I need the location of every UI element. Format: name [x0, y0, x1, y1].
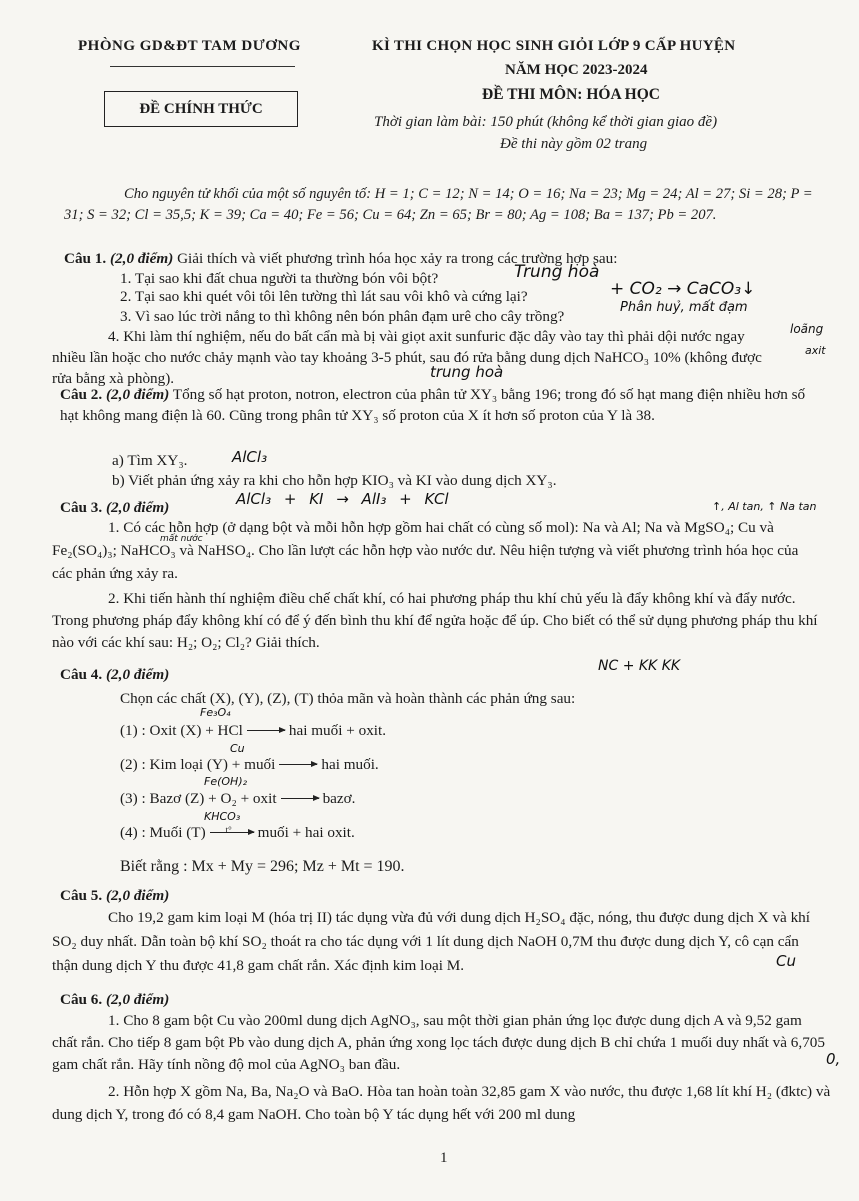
- handwriting-q3-right: ↑, Al tan, ↑ Na tan: [712, 500, 817, 513]
- q1-item-2: 2. Tại sao khi quét vôi tôi lên tường thì lát sau vôi khô và cứng lại?: [120, 288, 528, 305]
- page-count: Đề thi này gồm 02 trang: [500, 136, 648, 152]
- r1-reactants: (1) : Oxit (X) + HCl: [120, 722, 243, 739]
- q1-item-1: 1. Tại sao khi đất chua người ta thường bón vôi bột?: [120, 270, 439, 287]
- question-2: [60, 384, 820, 426]
- arrow-icon: [210, 825, 254, 835]
- exam-title: KÌ THI CHỌN HỌC SINH GIỎI LỚP 9 CẤP HUYỆN: [372, 38, 736, 54]
- q1-intro: Giải thích và viết phương trình hóa học xảy ra trong các trường hợp sau:: [177, 250, 618, 267]
- arrow-icon: [281, 798, 319, 799]
- handwriting-q1-4c: trung hoà: [430, 363, 504, 381]
- page-number: 1: [440, 1150, 448, 1166]
- handwriting-q4-z: Fe(OH)₂: [204, 775, 248, 788]
- header-underline: [110, 66, 295, 67]
- q3-points: (2,0 điểm): [106, 499, 170, 516]
- q2-text: Tổng số hạt proton, notron, electron của phân tử XY₃ bằng 196; trong đó số hạt mang điện nhiều hơn số hạt không mang điện là 60. Cũng trong phân tử XY₃ số proton của X ít hơn số proton của Y là 38.: [60, 386, 806, 424]
- handwriting-q4-side: NC + KK KK: [598, 658, 681, 674]
- q6-part-2: 2. Hỗn hợp X gồm Na, Ba, Na₂O và BaO. Hòa tan hoàn toàn 32,85 gam X vào nước, thu được 1,68 lít khí H₂ (đktc) và dung dịch Y, trong đó có 8,4 gam NaOH. Cho toàn bộ Y tác dụng hết với 200 ml dung: [52, 1083, 831, 1123]
- r2-products: hai muối.: [321, 756, 379, 773]
- question-4: [60, 664, 260, 686]
- q4-given: Biết rằng : Mx + My = 296; Mz + Mt = 190.: [120, 858, 405, 875]
- r2-reactants: (2) : Kim loại (Y) + muối: [120, 756, 276, 773]
- q6-title: Câu 6.: [60, 991, 103, 1008]
- q5-points: (2,0 điểm): [106, 887, 170, 904]
- q4-reaction-3: [120, 788, 620, 810]
- r1-products: hai muối + oxit.: [288, 722, 387, 739]
- r3-products: bazơ.: [322, 790, 356, 807]
- exam-time: Thời gian làm bài: 150 phút (không kể thời gian giao đề): [374, 114, 718, 130]
- q1-item-3: 3. Vì sao lúc trời nắng to thì không nên bón phân đạm urê cho cây trồng?: [120, 308, 565, 325]
- handwriting-q4-x: Fe₃O₄: [200, 706, 231, 719]
- handwriting-q1-4a: loãng: [790, 322, 824, 336]
- exam-subject: ĐỀ THI MÔN: HÓA HỌC: [482, 86, 660, 103]
- q1-title: Câu 1.: [64, 250, 107, 267]
- q1-points: (2,0 điểm): [110, 250, 174, 267]
- question-6: [60, 989, 260, 1011]
- official-label-box: [104, 91, 298, 127]
- handwriting-q4-t: KHCO₃: [204, 810, 241, 823]
- q4-reaction-2: [120, 754, 620, 776]
- q4-points: (2,0 điểm): [106, 666, 170, 683]
- handwriting-q1-3: Phân huỷ, mất đạm: [620, 300, 748, 315]
- q4-reaction-4: [120, 822, 620, 844]
- handwriting-q1-4b: axit: [805, 344, 826, 357]
- handwriting-q6-answer: 0,: [826, 1050, 841, 1068]
- q6-points: (2,0 điểm): [106, 991, 170, 1008]
- q2-title: Câu 2.: [60, 386, 103, 403]
- handwriting-q1-1: Trung hoà: [514, 262, 600, 282]
- handwriting-q3-above: mất nước: [160, 534, 203, 544]
- r4-products: muối + hai oxit.: [257, 824, 355, 841]
- department-name: PHÒNG GD&ĐT TAM DƯƠNG: [78, 38, 301, 54]
- atomic-masses: Cho nguyên tử khối của một số nguyên tố: H = 1; C = 12; N = 14; O = 16; Na = 23; Mg = 24; Al = 27; Si = 28; P = 31; S = 32; Cl = 35,5; K = 39; Ca = 40; Fe = 56; Cu = 64; Zn = 65; Br = 80; Ag = 108; Ba = 137; Pb = 207.: [64, 186, 813, 223]
- q3-part-2: 2. Khi tiến hành thí nghiệm điều chế chất khí, có hai phương pháp thu khí chủ yếu là đẩy không khí và đẩy nước. Trong phương pháp đẩy không khí có để ý đến bình thu khí để ngửa hoặc để úp. Cho biết có thể sử dụng phương pháp thu khí nào với các khí sau: H₂; O₂; Cl₂? Giải thích.: [52, 590, 818, 651]
- handwriting-q5-answer: Cu: [776, 952, 796, 970]
- r4-heat-condition: t°: [225, 825, 232, 835]
- q5-text: Cho 19,2 gam kim loại M (hóa trị II) tác dụng vừa đủ với dung dịch H₂SO₄ đặc, nóng, thu được dung dịch X và khí SO₂ duy nhất. Dẫn toàn bộ khí SO₂ thoát ra cho tác dụng với 1 lít dung dịch NaOH 0,7M thu được dung dịch Y, cô cạn cẩn thận dung dịch Y thu được 41,8 gam chất rắn. Xác định kim loại M.: [52, 909, 810, 974]
- school-year: NĂM HỌC 2023-2024: [505, 62, 648, 78]
- arrow-icon: [279, 764, 317, 765]
- arrow-icon: [247, 730, 285, 731]
- question-1: [64, 248, 824, 270]
- q2-part-a: a) Tìm XY₃.: [112, 452, 188, 469]
- q3-part-1: 1. Có các hỗn hợp (ở dạng bột và mỗi hỗn hợp gồm hai chất có cùng số mol): Na và Al; Na và MgSO₄; Cu và Fe₂(SO₄)₃; NaHCO₃ và NaHSO₄. Cho lần lượt các hỗn hợp vào nước dư. Nêu hiện tượng và viết phương trình hóa học của các phản ứng xảy ra.: [52, 519, 799, 582]
- q4-title: Câu 4.: [60, 666, 103, 683]
- r4-reactants: (4) : Muối (T): [120, 824, 206, 841]
- handwriting-q3-line: AlCl₃ + KI → AlI₃ + KCl: [236, 490, 449, 508]
- official-label: ĐỀ CHÍNH THỨC: [139, 101, 263, 117]
- q4-reaction-1: [120, 720, 620, 742]
- question-5: [60, 885, 260, 907]
- q1-item-4: 4. Khi làm thí nghiệm, nếu do bất cẩn mà bị vài giọt axit sunfuric đặc dây vào tay thì phải dội nước ngay nhiều lần hoặc cho nước chảy mạnh vào tay khoảng 3-5 phút, sau đó rửa bằng dung dịch NaHCO₃ 10% (không được rửa bằng xà phòng).: [52, 328, 762, 387]
- q2-points: (2,0 điểm): [106, 386, 170, 403]
- q6-part-1: 1. Cho 8 gam bột Cu vào 200ml dung dịch AgNO₃, sau một thời gian phản ứng lọc được dung dịch A và 9,52 gam chất rắn. Cho tiếp 8 gam bột Pb vào dung dịch A, phản ứng xong lọc tách được dung dịch B chỉ chứa 1 muối duy nhất và 6,705 gam chất rắn. Hãy tính nồng độ mol của AgNO₃ ban đầu.: [52, 1012, 825, 1073]
- q2-part-b: b) Viết phản ứng xảy ra khi cho hỗn hợp KIO₃ và KI vào dung dịch XY₃.: [112, 472, 557, 489]
- handwriting-q4-y: Cu: [230, 742, 245, 755]
- handwriting-q2-a: AlCl₃: [232, 448, 268, 466]
- q5-title: Câu 5.: [60, 887, 103, 904]
- q3-title: Câu 3.: [60, 499, 103, 516]
- handwriting-q1-2: + CO₂ → CaCO₃↓: [610, 279, 756, 299]
- r3-reactants: (3) : Bazơ (Z) + O₂ + oxit: [120, 790, 277, 807]
- q4-intro: Chọn các chất (X), (Y), (Z), (T) thỏa mãn và hoàn thành các phản ứng sau:: [120, 690, 576, 707]
